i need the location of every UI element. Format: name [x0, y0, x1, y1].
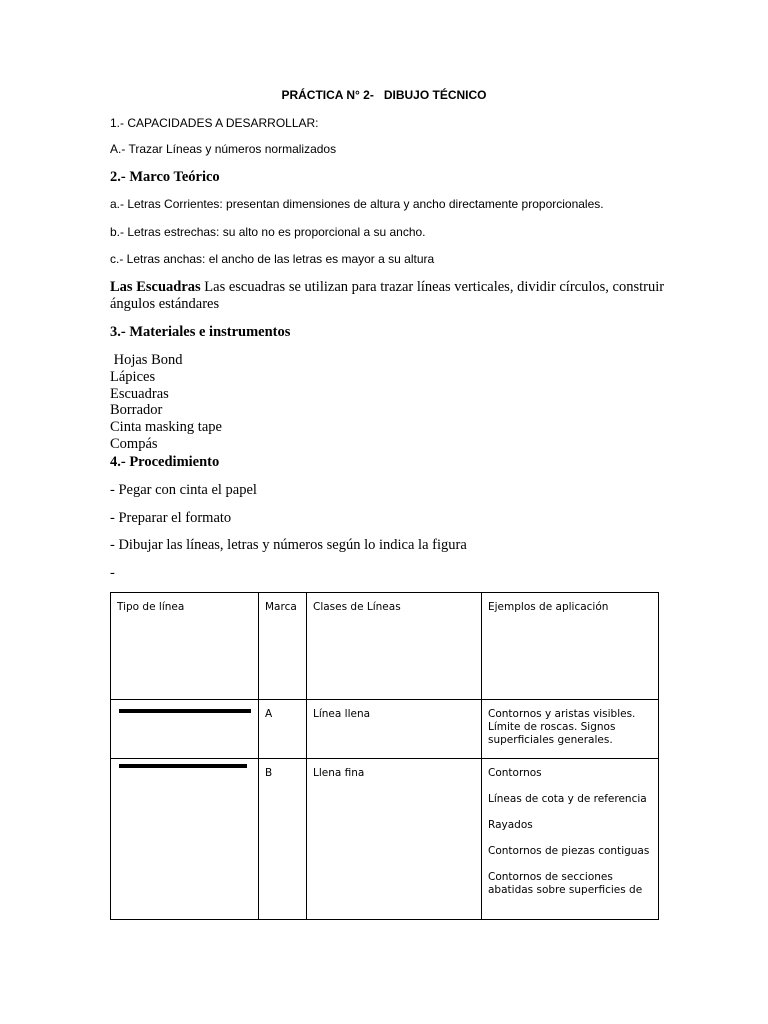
material-item: Cinta masking tape [110, 419, 222, 436]
marca-cell: A [259, 700, 307, 759]
clase-cell: Línea llena [307, 700, 482, 759]
table-header-row [111, 593, 659, 700]
ejemplo-item: Contornos [488, 767, 542, 779]
material-item: Compás [110, 435, 158, 452]
material-item: Lápices [110, 368, 156, 385]
escuadras-paragraph [110, 279, 670, 313]
line-types-table [110, 592, 659, 920]
section-2-heading: 2.- Marco Teórico [110, 169, 220, 185]
procedure-step: - Dibujar las líneas, letras y números según lo indica la figura [110, 537, 467, 553]
thin-line-sample [119, 764, 247, 768]
ejemplo-item: Contornos y aristas visibles. Límite de roscas. Signos superficiales generales. [488, 708, 636, 746]
section-1-heading: 1.- CAPACIDADES A DESARROLLAR: [110, 116, 319, 130]
procedure-step: - [110, 565, 115, 581]
material-item: Escuadras [110, 385, 169, 402]
procedure-step: - Preparar el formato [110, 510, 232, 526]
theory-item-a: a.- Letras Corrientes: presentan dimensiones de altura y ancho directamente proporcionales. [110, 197, 604, 211]
material-item: Hojas Bond [110, 352, 183, 368]
ejemplos-cell [482, 700, 659, 759]
header-cell: Clases de Líneas [307, 593, 482, 700]
title-part-1: PRÁCTICA N° 2- [281, 88, 374, 102]
line-sample-cell [111, 700, 259, 759]
ejemplo-item: Rayados [488, 819, 533, 831]
escuadras-text: Las escuadras se utilizan para trazar líneas verticales, dividir círculos, construir ángulos estándares [110, 279, 665, 312]
ejemplo-item: Contornos de piezas contiguas [488, 845, 650, 857]
theory-item-b: b.- Letras estrechas: su alto no es proporcional a su ancho. [110, 225, 426, 239]
thick-line-sample [119, 709, 251, 713]
title-part-2: DIBUJO TÉCNICO [383, 88, 487, 102]
ejemplo-item: Contornos de secciones abatidas sobre superficies de [488, 871, 643, 896]
marca-cell: B [259, 759, 307, 920]
material-item: Borrador [110, 402, 163, 419]
materials-list [110, 352, 222, 453]
theory-item-c: c.- Letras anchas: el ancho de las letras es mayor a su altura [110, 252, 435, 266]
procedure-step: - Pegar con cinta el papel [110, 482, 257, 498]
line-sample-cell [111, 759, 259, 920]
clase-cell: Llena fina [307, 759, 482, 920]
table-row [111, 759, 659, 920]
escuadras-label: Las Escuadras [110, 279, 201, 295]
header-cell: Marca [259, 593, 307, 700]
ejemplo-item: Líneas de cota y de referencia [488, 793, 647, 805]
ejemplos-cell [482, 759, 659, 920]
table-row [111, 700, 659, 759]
section-4-heading: 4.- Procedimiento [110, 454, 220, 470]
section-3-heading: 3.- Materiales e instrumentos [110, 324, 291, 340]
page-title [0, 88, 768, 102]
header-cell: Tipo de línea [111, 593, 259, 700]
section-1-item-a: A.- Trazar Líneas y números normalizados [110, 142, 337, 156]
header-cell: Ejemplos de aplicación [482, 593, 659, 700]
